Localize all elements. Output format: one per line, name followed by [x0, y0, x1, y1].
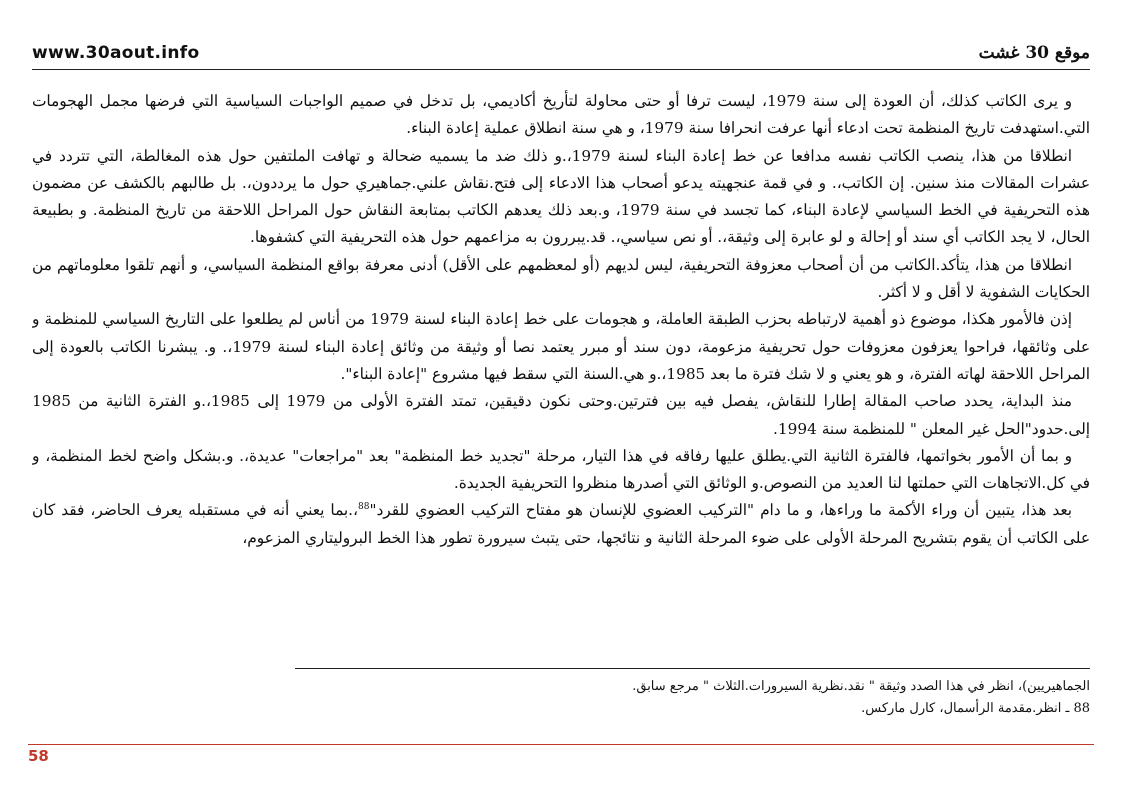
paragraph [32, 497, 1090, 552]
footnote-divider [295, 668, 1090, 669]
page-footer-divider [28, 744, 1094, 745]
footnote-reference[interactable]: 88 [358, 502, 370, 513]
body-text [32, 88, 1090, 666]
page-number: 58 [28, 747, 49, 765]
footnote: الجماهيريين)، انظر في هذا الصدد وثيقة " نقد.نظرية السيرورات.الثلاث " مرجع سابق. [632, 679, 1090, 694]
paragraph: انطلاقا من هذا، يتأكد.الكاتب من أن أصحاب معزوفة التحريفية، ليس لديهم (أو لمعظمهم على الأقل) أدنى معرفة بواقع المنظمة السياسي، و أنهم تلقوا معلوماتهم من الحكايات الشفوية لا أقل و لا أكثر. [32, 255, 1090, 302]
paragraph: انطلاقا من هذا، ينصب الكاتب نفسه مدافعا عن خط إعادة البناء لسنة 1979،.و ذلك ضد ما يسميه ضحالة و تهافت الملتفين حول هذه المغالطة، التي تتردد في عشرات المقالات منذ سنين. إن الكاتب،. و في قمة عنجهيته يدعو أصحاب هذا الادعاء إلى فتح.نقاش علني.جماهيري حول ما يرددون،. بل طالبهم بالكشف عن مضمون هذه التحريفية في الخط السياسي لإعادة البناء، كما تجسد في سنة 1979، و.بعد ذلك يعدهم الكاتب بمتابعة النقاش حول المراحل اللاحقة من تاريخ المنظمة. و بطبيعة الحال، لا يجد الكاتب أي سند أو إحالة و لو عابرة إلى وثيقة،. أو نص سياسي،. قد.يبررون به مزاعمهم حول هذه التحريفية التي كشفوها. [32, 146, 1090, 247]
paragraph-text: بعد هذا، يتبين أن وراء الأكمة ما وراءها، و ما دام "التركيب العضوي للإنسان هو مفتاح التركيب العضوي للقرد" [369, 501, 1073, 520]
paragraph: منذ البداية، يحدد صاحب المقالة إطارا للنقاش، يفصل فيه بين فترتين.وحتى نكون دقيقين، تمتد الفترة الأولى من 1979 إلى 1985،.و الفترة الثانية من 1985 إلى.حدود"الحل غير المعلن " للمنظمة سنة 1994. [32, 392, 1090, 438]
paragraph: و بما أن الأمور بخواتمها، فالفترة الثانية التي.يطلق عليها رفاقه في هذا التيار، مرحلة "تجديد خط المنظمة" بعد "مراجعات" عديدة،. و.بشكل واضح لخط المنظمة، و في كل.الاتجاهات التي حملتها لنا العديد من النصوص.و الوثائق التي أصدرها منظروا التحريفية الجديدة. [32, 446, 1090, 493]
paragraph: و يرى الكاتب كذلك، أن العودة إلى سنة 1979، ليست ترفا أو حتى محاولة لتأريخ أكاديمي، بل تدخل في صميم الواجبات السياسية التي فرضها مجمل الهجومات التي.استهدفت تاريخ المنظمة تحت ادعاء أنها عرفت انحرافا سنة 1979، و هي سنة انطلاق عملية إعادة البناء. [32, 92, 1090, 138]
site-name: موقع 30 غشت [978, 43, 1090, 63]
site-url: www.30aout.info [32, 43, 200, 63]
paragraph-text: ،.بما يعني أنه في مستقبله يعرف الحاضر، فقد كان على الكاتب أن يقوم بتشريح المرحلة الأولى على ضوء المرحلة الثانية و نتائجها، حتى يتبث سيرورة تطور هذا الخط البروليتاري المزعوم، [32, 501, 1090, 547]
paragraph: إذن فالأمور هكذا، موضوع ذو أهمية لارتباطه بحزب الطبقة العاملة، و هجومات على خط إعادة البناء لسنة 1979 من أناس لم يطلعوا على التاريخ السياسي للمنظمة و على وثائقها، فراحوا يعزفون معزوفات حول تحريفية مزعومة، دون سند أو مبرر يعتمد نصا أو وثيقة من وثائق إعادة البناء لسنة 1979،. و. يبشرنا الكاتب بالعودة إلى المراحل اللاحقة لهاته الفترة، و هو يعني و لا شك فترة ما بعد 1985،.و هي.السنة التي سقط فيها مشروع "إعادة البناء". [32, 310, 1090, 383]
page-header [32, 30, 1090, 70]
footnotes [32, 676, 1090, 720]
footnote: 88 ـ انظر.مقدمة الرأسمال، كارل ماركس. [861, 701, 1090, 716]
